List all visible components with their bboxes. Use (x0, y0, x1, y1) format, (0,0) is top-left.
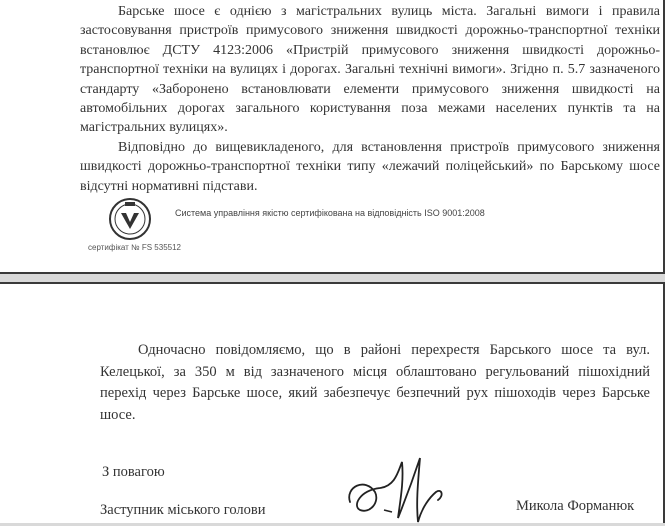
page1-paragraph-2: Відповідно до вищевикладеного, для встановлення пристроїв примусового зниження швидкості дорожньо-транспортної техніки типу «лежачий поліцейський» по Барському шосе відсутні нормативні підстави. (80, 139, 660, 194)
signer-name: Микола Форманюк (516, 498, 635, 514)
signer-title: Заступник міського голови (100, 502, 266, 518)
page2-paragraph: Одночасно повідомляємо, що в районі перехрестя Барського шосе та вул. Келецької, за 350 м від зазначеного місця облаштовано регульований пішохідний перехід через Барське шосе, який забезпечує безпечний рух пішоходів через Барське шосе. (100, 342, 650, 423)
page1-body (80, 2, 660, 196)
page1-paragraph-1: Барське шосе є однією з магістральних вулиць міста. Загальні вимоги і правила застосовування пристроїв примусового зниження швидкості дорожньо-транспортної техніки встановлює ДСТУ 4123:2006 «Пристрій примусового зниження швидкості дорожньо-транспортної техніки на вулицях і дорогах. Загальні технічні вимоги». Згідно п. 5.7 зазначеного стандарту «Заборонено встановлювати елементи примусового зниження швидкості на автомобільних дорогах загального користування поза межами населених пунктів та на магістральних вулицях». (80, 4, 660, 136)
certificate-number: сертифікат № FS 535512 (88, 243, 181, 252)
certification-seal-icon (108, 197, 152, 241)
handwritten-signature-icon (340, 452, 470, 526)
closing-phrase: З повагою (102, 464, 165, 480)
page2-body (100, 340, 650, 426)
iso-certification-text: Система управління якістю сертифікована на відповідність ISO 9001:2008 (175, 208, 485, 218)
letter-page-2 (0, 282, 665, 523)
